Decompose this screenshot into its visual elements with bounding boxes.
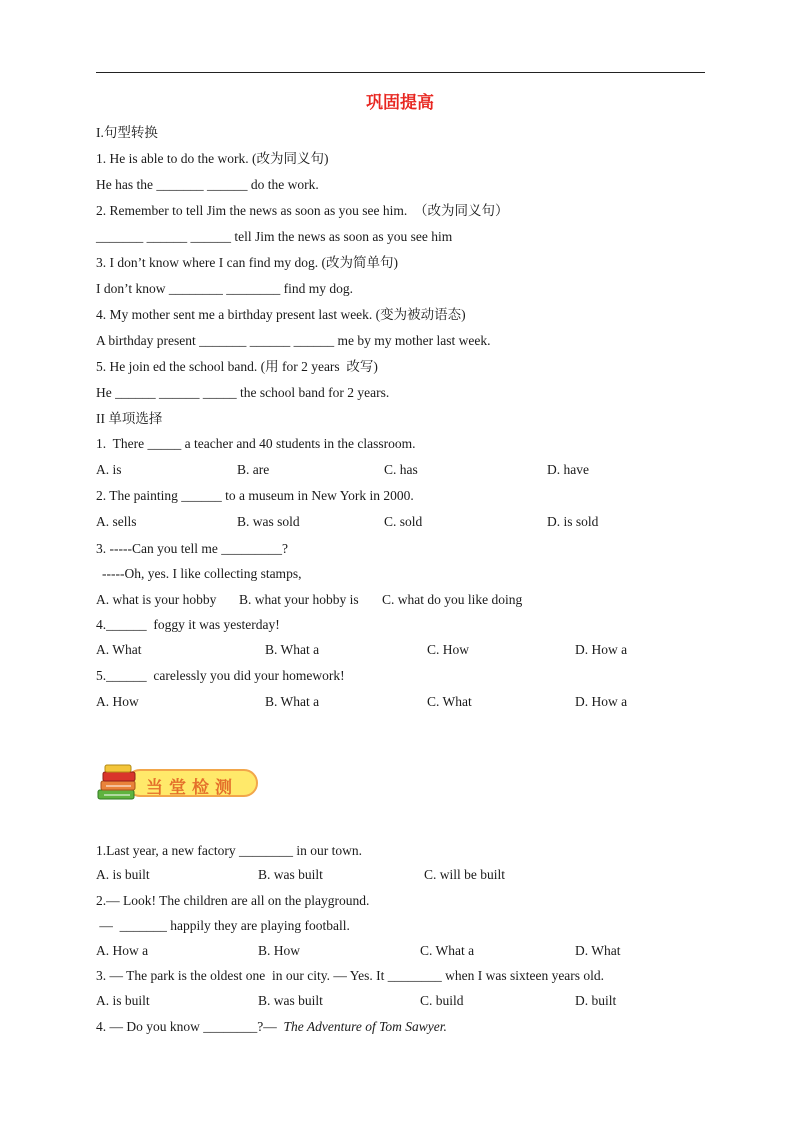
question-text: carelessly you did your homework!: [146, 668, 345, 683]
option-a: A. How: [96, 694, 139, 709]
section2-heading: II 单项选择: [96, 411, 163, 426]
question-reply: -----Oh, yes. I like collecting stamps,: [102, 566, 302, 581]
option-d: D. How a: [575, 694, 628, 709]
option-a: A. sells: [96, 514, 137, 529]
question-number: 4.______: [96, 617, 147, 632]
option-b: B. was sold: [237, 514, 300, 529]
option-c: C. build: [420, 993, 464, 1008]
section1-heading: I.句型转换: [96, 125, 158, 140]
option-c: C. What: [427, 694, 472, 709]
option-d: D. What: [575, 943, 621, 958]
books-icon: [96, 762, 144, 804]
option-a: A. is: [96, 462, 122, 477]
option-b: B. are: [237, 462, 270, 477]
option-a: A. what is your hobby: [96, 592, 217, 607]
section1-line: 4. My mother sent me a birthday present last week. (变为被动语态): [96, 307, 466, 322]
question-text: 4. — Do you know ________?—: [96, 1019, 284, 1034]
question-stem: [96, 616, 280, 634]
section1-line: A birthday present _______ ______ ______ me by my mother last week.: [96, 333, 491, 348]
option-b: B. What a: [265, 694, 320, 709]
question-stem: 1.Last year, a new factory ________ in our town.: [96, 843, 363, 858]
section1-line: 1. He is able to do the work. (改为同义句): [96, 151, 329, 166]
option-d: D. built: [575, 993, 617, 1008]
option-b: B. What a: [265, 642, 320, 657]
option-d: D. is sold: [547, 514, 599, 529]
option-c: C. will be built: [424, 867, 505, 882]
question-stem: 2.— Look! The children are all on the playground.: [96, 893, 370, 908]
option-a: A. is built: [96, 867, 150, 882]
section-badge: [96, 762, 264, 804]
question-stem: 1. There _____ a teacher and 40 students in the classroom.: [96, 436, 416, 451]
option-c: C. How: [427, 642, 470, 657]
header-rule: [96, 72, 705, 73]
option-b: B. was built: [258, 867, 323, 882]
question-stem: [96, 667, 345, 685]
option-c: C. what do you like doing: [382, 592, 523, 607]
option-a: A. is built: [96, 993, 150, 1008]
section1-line: _______ ______ ______ tell Jim the news as soon as you see him: [96, 229, 453, 244]
option-c: C. What a: [420, 943, 475, 958]
section1-line: He has the _______ ______ do the work.: [96, 177, 319, 192]
badge-label: 当堂检测: [146, 778, 238, 798]
section1-line: 5. He join ed the school band. (用 for 2 years 改写): [96, 359, 378, 374]
question-stem: 3. -----Can you tell me _________?: [96, 541, 288, 556]
option-b: B. what your hobby is: [239, 592, 359, 607]
question-number: 5.______: [96, 668, 147, 683]
section1-line: 2. Remember to tell Jim the news as soon as you see him. （改为同义句）: [96, 203, 509, 218]
section1-line: I don’t know ________ ________ find my dog.: [96, 281, 353, 296]
question-stem: 2. The painting ______ to a museum in New York in 2000.: [96, 488, 414, 503]
question-stem: 3. — The park is the oldest one in our city. — Yes. It ________ when I was sixteen years old.: [96, 968, 605, 983]
option-d: D. have: [547, 462, 589, 477]
option-b: B. How: [258, 943, 301, 958]
option-d: D. How a: [575, 642, 628, 657]
question-stem: [96, 1018, 447, 1036]
option-a: A. What: [96, 642, 142, 657]
option-a: A. How a: [96, 943, 149, 958]
option-c: C. has: [384, 462, 418, 477]
section1-line: 3. I don’t know where I can find my dog. (改为简单句): [96, 255, 398, 270]
book-title: The Adventure of Tom Sawyer.: [283, 1019, 447, 1034]
option-b: B. was built: [258, 993, 323, 1008]
question-text: foggy it was yesterday!: [146, 617, 280, 632]
option-c: C. sold: [384, 514, 423, 529]
section1-line: He ______ ______ _____ the school band for 2 years.: [96, 385, 390, 400]
page-title: 巩固提高: [366, 93, 434, 113]
question-reply: — _______ happily they are playing football.: [96, 918, 350, 933]
